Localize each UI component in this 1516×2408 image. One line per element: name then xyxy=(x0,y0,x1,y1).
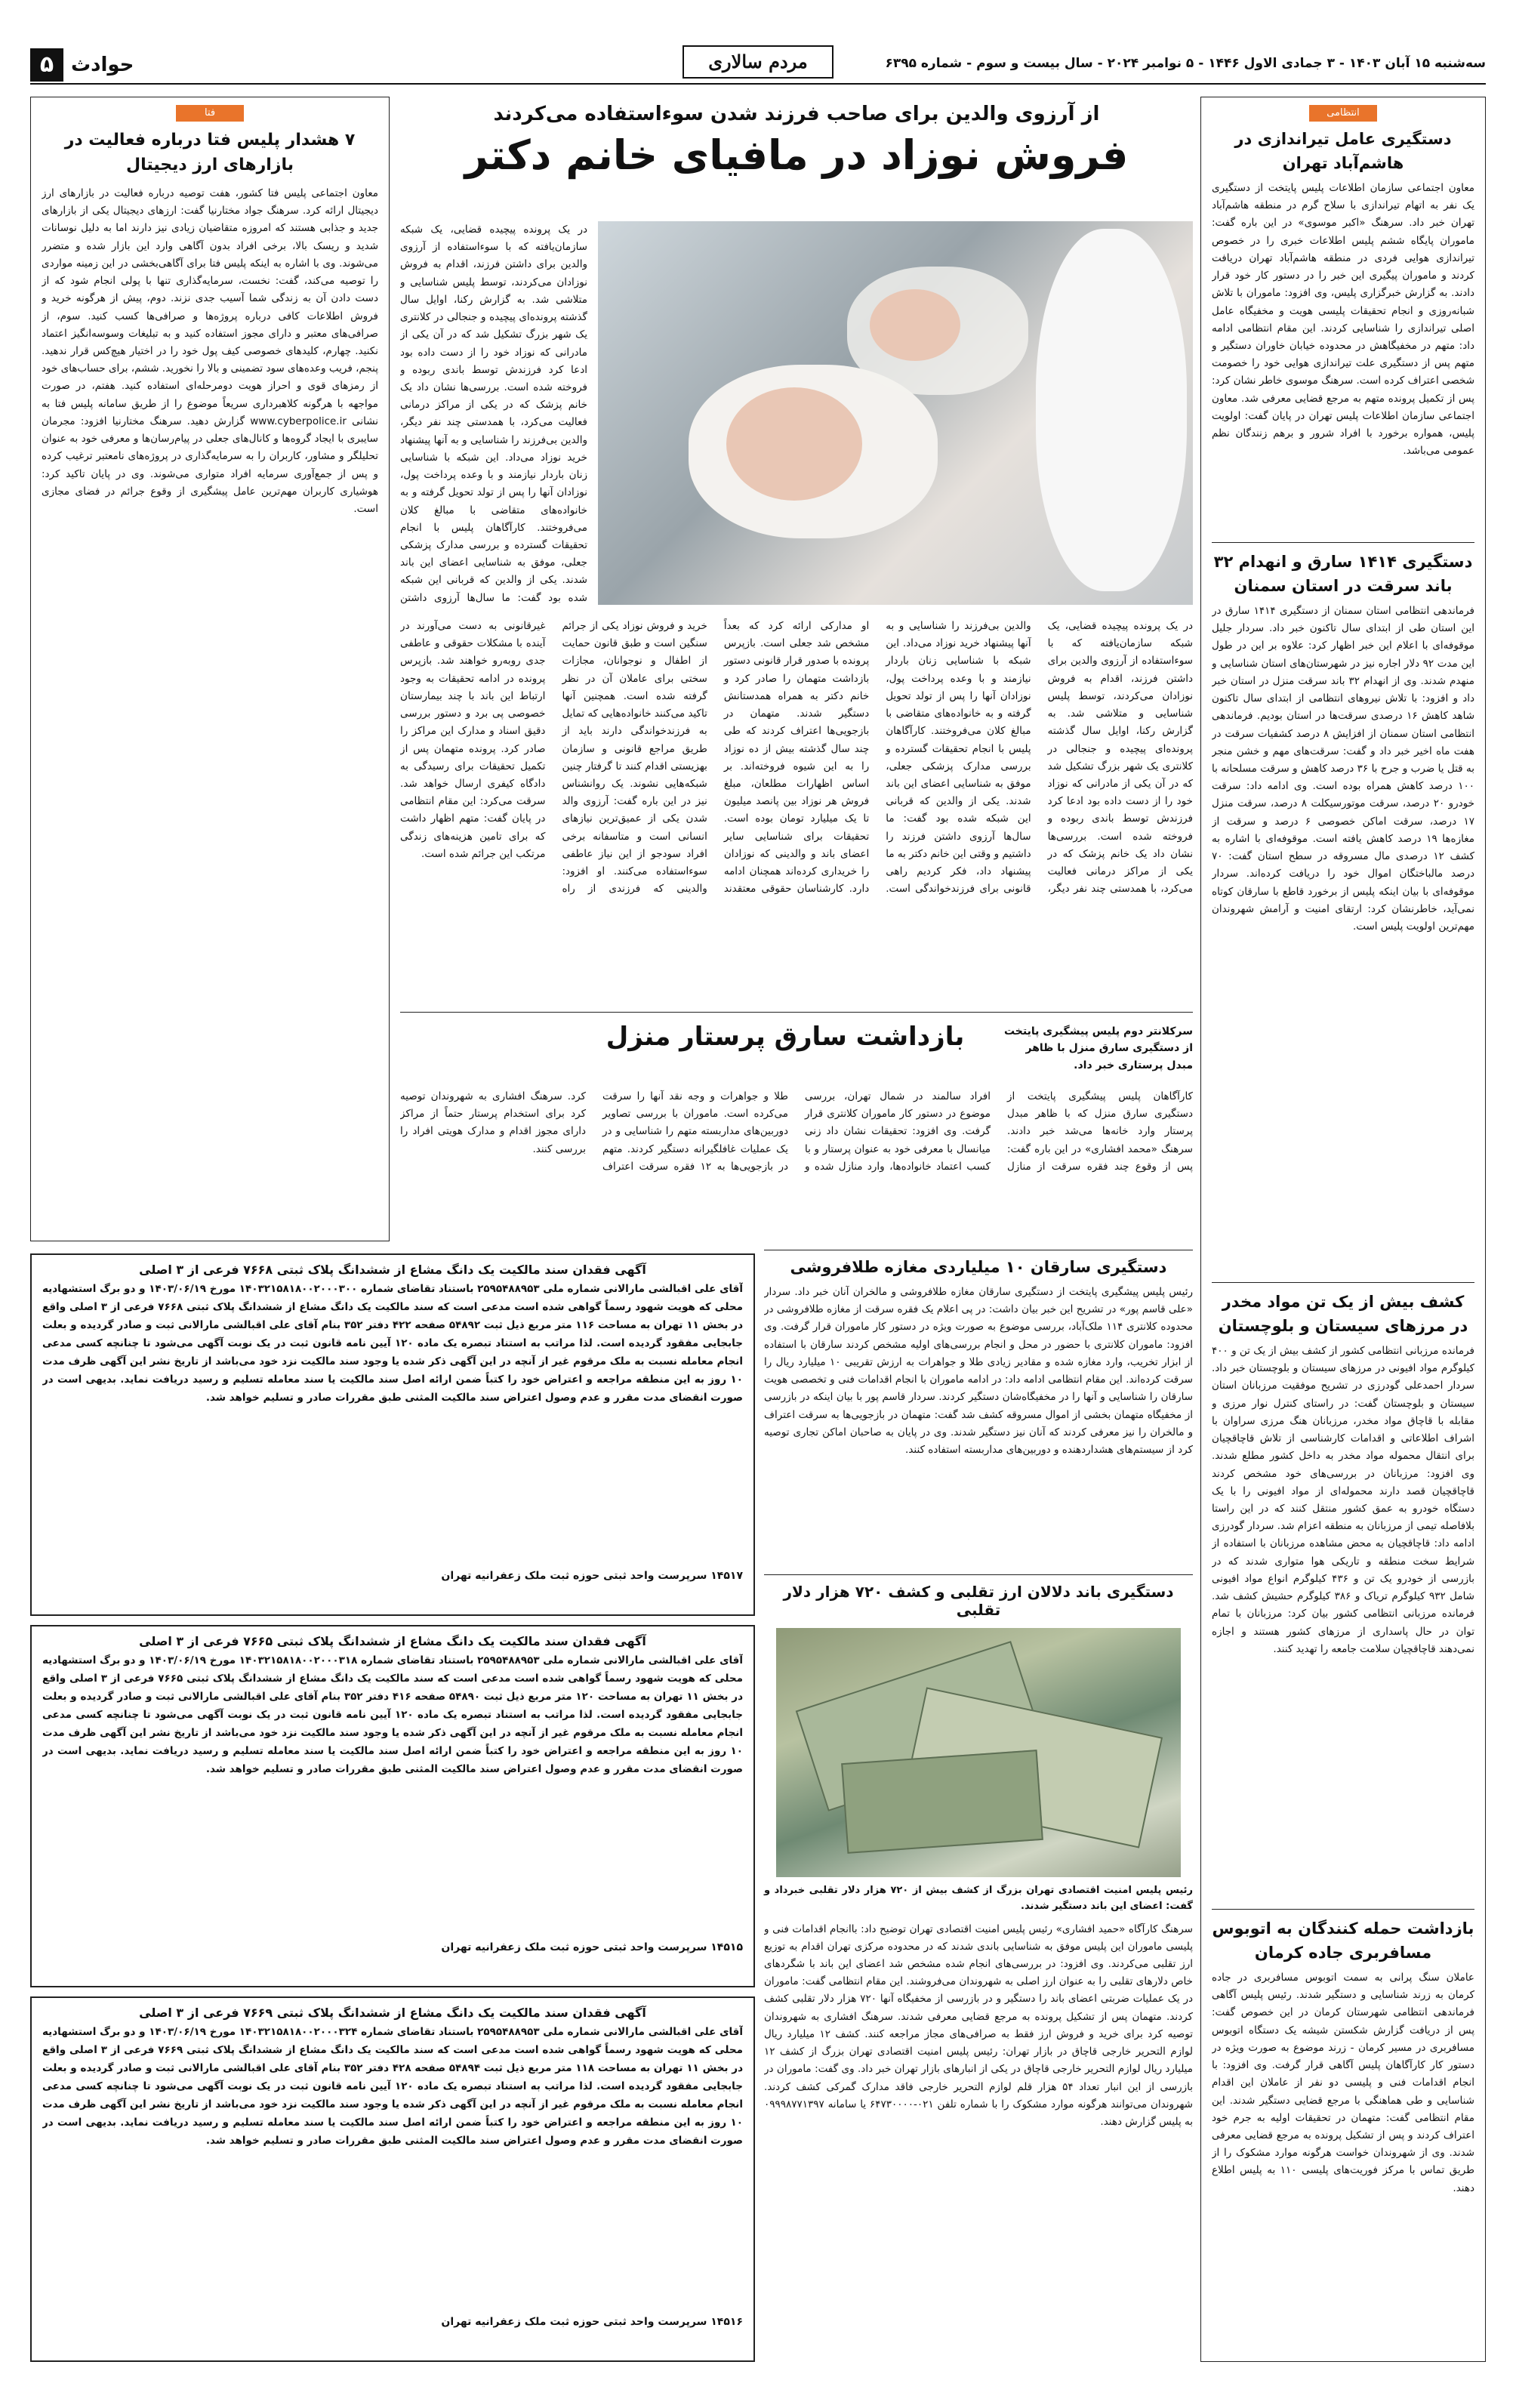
dollar-body: سرهنگ کارآگاه «حمید افشاری» رئیس پلیس امنیت اقتصادی تهران توضیح داد: باانجام اقدامات فنی و پلیسی ماموران این پلیس موفق به شناسایی باندی شدند که در محدوده مرکزی تهران اقدام به توزیع ارز تقلبی می‌کردند. وی افزود: در بررسی‌های انجام شده مشخص شد اعضای این باند با شگردهای خاص دلارهای تقلبی را به عنوان ارز اصلی به شهروندان می‌فروشند. این مقام انتظامی گفت: ماموران در یک عملیات ضربتی اعضای باند را دستگیر و در بازرسی از مخفیگاه آنها ۷۲۰ هزار دلار تقلبی کشف کردند. متهمان پس از تشکیل پرونده به مرجع قضایی معرفی شدند. سرهنگ افشاری به شهروندان توصیه کرد برای خرید و فروش ارز فقط به صرافی‌های مجاز مراجعه کنند. کشف ۱۲ میلیارد ریال لوازم التحریر خارجی قاچاق در بازار تهران: رئیس پلیس امنیت اقتصادی تهران بزرگ از کشف ۱۲ میلیارد ریال لوازم التحریر خارجی قاچاق در یکی از انبارهای بازار تهران خبر داد. وی گفت: ماموران در بازرسی از این انبار تعداد ۵۴ هزار قلم لوازم التحریر خارجی فاقد مدارک گمرکی کشف کردند. شهروندان می‌توانند هرگونه موارد مشکوک را با شماره تلفن ۰۲۱-۶۴۷۳۰۰۰۰ یا سامانه ۰۹۹۹۸۷۷۱۳۹۷ به پلیس گزارش دهند. xyxy=(764,1922,1193,2128)
main-story xyxy=(400,97,1193,1007)
main-body: در یک پرونده پیچیده قضایی، یک شبکه سازمان‌یافته که با سوءاستفاده از آرزوی والدین برای داشتن فرزند، اقدام به فروش نوزادان می‌کردند، توسط پلیس شناسایی و متلاشی شد. به گزارش رکنا، اوایل سال گذشته پرونده‌ای پیچیده و جنجالی در کلانتری یک شهر بزرگ تشکیل شد که در آن یکی از مادرانی که نوزاد خود را از دست داده بود ادعا کرد فرزندش توسط باندی ربوده و فروخته شده است. بررسی‌ها نشان داد یک خانم پزشک که در یکی از مراکز درمانی فعالیت می‌کرد، با همدستی چند نفر دیگر، والدین بی‌فرزند را شناسایی و به آنها پیشنهاد خرید نوزاد می‌داد. این شبکه با شناسایی زنان باردار نیازمند و با وعده پرداخت پول، نوزادان آنها را پس از تولد تحویل گرفته و به خانواده‌های متقاضی با مبالغ کلان می‌فروختند. کارآگاهان پلیس با انجام تحقیقات گسترده و بررسی مدارک پزشکی جعلی، موفق به شناسایی اعضای این باند شدند. یکی از والدین که قربانی این شبکه شده بود گفت: ما سال‌ها آرزوی داشتن فرزند را داشتیم و وقتی این خانم دکتر به ما پیشنهاد داد، فکر کردیم راهی قانونی برای فرزندخواندگی است. او مدارکی ارائه کرد که بعداً مشخص شد جعلی است. بازپرس پرونده با صدور قرار قانونی دستور بازداشت متهمان را صادر کرد و خانم دکتر به همراه همدستانش دستگیر شدند. متهمان در بازجویی‌ها اعتراف کردند که طی چند سال گذشته بیش از ده نوزاد را به این شیوه فروخته‌اند. بر اساس اظهارات مطلعان، مبلغ فروش هر نوزاد بین پانصد میلیون تا یک میلیارد تومان بوده است. تحقیقات برای شناسایی سایر اعضای باند و والدینی که نوزادان را خریداری کرده‌اند همچنان ادامه دارد. کارشناسان حقوقی معتقدند خرید و فروش نوزاد یکی از جرائم سنگین است و طبق قانون حمایت از اطفال و نوجوانان، مجازات سختی برای عاملان آن در نظر گرفته شده است. همچنین آنها تاکید می‌کنند خانواده‌هایی که تمایل به فرزندخواندگی دارند باید از طریق مراجع قانونی و سازمان بهزیستی اقدام کنند تا گرفتار چنین شبکه‌هایی نشوند. یک روانشناس نیز در این باره گفت: آرزوی والد شدن یکی از عمیق‌ترین نیازهای انسانی است و متاسفانه برخی افراد سودجو از این نیاز عاطفی سوءاستفاده می‌کنند. او افزود: والدینی که فرزندی از راه غیرقانونی به دست می‌آورند در آینده با مشکلات حقوقی و عاطفی جدی روبه‌رو خواهند شد. بازپرس پرونده در ادامه تحقیقات به وجود ارتباط این باند با چند بیمارستان خصوصی پی برد و دستور بررسی دقیق اسناد و مدارک این مراکز را صادر کرد. پرونده متهمان پس از تکمیل تحقیقات برای رسیدگی به دادگاه کیفری ارسال خواهد شد. سرقت می‌کرد: این مقام انتظامی در پایان گفت: متهم اظهار داشت که برای تامین هزینه‌های زندگی مرتکب این جرائم شده است. xyxy=(400,620,1193,896)
notice-footer: ۱۴۵۱۵ سرپرست واحد ثبتی حوزه ثبت ملک زعفرانیه تهران xyxy=(441,1941,743,1953)
issue-info: سه‌شنبه ۱۵ آبان ۱۴۰۳ - ۳ جمادی الاول ۱۴۴۶ - ۵ نوامبر ۲۰۲۴ - سال بیست و سوم - شماره ۶۳۹۵ xyxy=(885,56,1486,71)
counterfeit-dollars-photo xyxy=(776,1628,1181,1877)
notice-title: آگهی فقدان سند مالکیت یک دانگ مشاع از ششدانگ پلاک ثبتی ۷۶۶۵ فرعی از ۳ اصلی xyxy=(139,1634,646,1648)
kicker: از آرزوی والدین برای صاحب فرزند شدن سوءاستفاده می‌کردند xyxy=(493,103,1100,125)
article-title: دستگیری عامل تیراندازی در هاشم‌آباد تهران xyxy=(1234,130,1452,172)
dollar-title: دستگیری باند دلالان ارز تقلبی و کشف ۷۲۰ هزار دلار تقلبی xyxy=(783,1583,1174,1619)
newborn-photo xyxy=(598,221,1193,605)
headline: فروش نوزاد در مافیای خانم دکتر xyxy=(464,131,1129,179)
page-number: ۵ xyxy=(30,48,63,82)
article-body: عاملان سنگ پرانی به سمت اتوبوس مسافربری در جاده کرمان به زرند شناسایی و دستگیر شدند. رئیس پلیس آگاهی فرماندهی انتظامی شهرستان کرمان در این خصوص گفت: پس از دریافت گزارش شکستن شیشه یک دستگاه اتوبوس مسافربری در مسیر کرمان - زرند موضوع به صورت ویژه در دستور کار کارآگاهان پلیس آگاهی قرار گرفت. وی افزود: با انجام اقدامات فنی و پلیسی دو نفر از عاملان این اقدام شناسایی و طی هماهنگی با مرجع قضایی دستگیر شدند. این مقام انتظامی گفت: متهمان در تحقیقات اولیه به جرم خود اعتراف کردند و پس از تشکیل پرونده به مرجع قضایی معرفی شدند. وی از شهروندان خواست هرگونه موارد مشکوک را از طریق تماس با مرکز فوریت‌های پلیسی ۱۱۰ به پلیس اطلاع دهند. xyxy=(1212,1972,1474,2194)
notice-body: آقای علی اقبالشی مارالانی شماره ملی ۲۵۹۵۴۸۸۹۵۳ باستناد تقاضای شماره ۱۴۰۳۲۱۵۸۱۸۰۰۲۰۰۰۳۲۴ مورخ ۱۴۰۳/۰۶/۱۹ و دو برگ استشهادیه محلی که هویت شهود رسماً گواهی شده است مدعی است که سند مالکیت یک دانگ مشاع از ششدانگ پلاک ثبتی ۷۶۶۹ فرعی از ۳ اصلی واقع در بخش ۱۱ تهران به مساحت ۱۱۸ متر مربع ذیل ثبت ۵۴۸۹۴ صفحه ۴۲۸ دفتر ۳۵۲ بنام آقای علی اقبالشی مارالانی ثبت و صادر گردیده و بعلت جابجایی مفقود گردیده است. لذا مراتب به استناد تبصره یک ماده ۱۲۰ آیین نامه قانون ثبت در یک نوبت آگهی می‌شود تا چنانچه کسی مدعی انجام معامله نسبت به ملک مرقوم غیر از آنچه در این آگهی ذکر شده یا وجود سند مالکیت نزد خود می‌باشد از تاریخ نشر این آگهی ظرف مدت ۱۰ روز به این منطقه مراجعه و اعتراض خود را کتباً ضمن ارائه اصل سند مالکیت یا سند معامله تسلیم و رسید دریافت نماید. بدیهی است در صورت انقضای مدت مقرر و عدم وصول اعتراض سند مالکیت المثنی طبق مقررات صادر و تسلیم خواهد شد. xyxy=(42,2026,743,2147)
notice-footer: ۱۴۵۱۷ سرپرست واحد ثبتی حوزه ثبت ملک زعفرانیه تهران xyxy=(441,1570,743,1582)
notice-title: آگهی فقدان سند مالکیت یک دانگ مشاع از ششدانگ پلاک ثبتی ۷۶۶۹ فرعی از ۳ اصلی xyxy=(139,2006,646,2020)
section-tag: فتا xyxy=(176,105,244,122)
article-title: بازداشت حمله کنندگان به اتوبوس مسافربری جاده کرمان xyxy=(1212,1919,1474,1962)
notice-footer: ۱۴۵۱۶ سرپرست واحد ثبتی حوزه ثبت ملک زعفرانیه تهران xyxy=(441,2316,743,2328)
legal-notice xyxy=(30,1625,755,1987)
right-column xyxy=(1200,97,1486,2362)
dollar-story xyxy=(764,1574,1193,2363)
burglar-story xyxy=(400,1012,1193,1238)
notice-body: آقای علی اقبالشی مارالانی شماره ملی ۲۵۹۵۴۸۸۹۵۳ باستناد تقاضای شماره ۱۴۰۳۲۱۵۸۱۸۰۰۲۰۰۰۳۱۸ مورخ ۱۴۰۳/۰۶/۱۹ و دو برگ استشهادیه محلی که هویت شهود رسماً گواهی شده است مدعی است که سند مالکیت یک دانگ مشاع از ششدانگ پلاک ثبتی ۷۶۶۵ فرعی از ۳ اصلی واقع در بخش ۱۱ تهران به مساحت ۱۲۰ متر مربع ذیل ثبت ۵۴۸۹۰ صفحه ۴۱۶ دفتر ۳۵۲ بنام آقای علی اقبالشی مارالانی ثبت و صادر گردیده و بعلت جابجایی مفقود گردیده است. لذا مراتب به استناد تبصره یک ماده ۱۲۰ آیین نامه قانون ثبت در یک نوبت آگهی می‌شود تا چنانچه کسی مدعی انجام معامله نسبت به ملک مرقوم غیر از آنچه در این آگهی ذکر شده یا وجود سند مالکیت نزد خود می‌باشد از تاریخ نشر این آگهی ظرف مدت ۱۰ روز به این منطقه مراجعه و اعتراض خود را کتباً ضمن ارائه اصل سند مالکیت یا سند معامله تسلیم و رسید دریافت نماید. بدیهی است در صورت انقضای مدت مقرر و عدم وصول اعتراض سند مالکیت المثنی طبق مقررات صادر و تسلیم خواهد شد. xyxy=(42,1654,743,1776)
legal-notice xyxy=(30,1253,755,1616)
burglar-kicker: سرکلانتر دوم پلیس پیشگیری پایتخت از دستگیری سارق منزل با ظاهر مبدل پرستاری خبر داد. xyxy=(1003,1025,1193,1071)
masthead xyxy=(30,39,1486,85)
section-tag: انتظامی xyxy=(1309,105,1377,122)
gold-body: رئیس پلیس پیشگیری پایتخت از دستگیری سارقان مغازه طلافروشی و مالخران آنان خبر داد. سردار «علی قاسم پور» در تشریح این خبر بیان داشت: در پی اعلام یک فقره سرقت از مغازه طلافروشی در محدوده کلانتری ۱۱۴ ملک‌آباد، بررسی موضوع به صورت ویژه در دستور کار ماموران قرار گرفت. وی افزود: ماموران کلانتری با حضور در محل و انجام بررسی‌های اولیه مشخص کردند سارقان با استفاده از ابزار تخریب، وارد مغازه شده و مقادیر زیادی طلا و جواهرات به ارزش تقریبی ۱۰ میلیارد ریال را سرقت کرده‌اند. این مقام انتظامی ادامه داد: در ادامه ماموران با انجام اقدامات فنی و تخصصی هویت سارقان را شناسایی و آنها را در مخفیگاه‌شان دستگیر کردند. سردار قاسم پور با بیان اینکه در بازرسی از مخفیگاه متهمان بخشی از اموال مسروقه کشف شد گفت: متهمان در بازجویی‌ها به سرقت اعتراف و مالخران را نیز معرفی کردند که آنان نیز دستگیر شدند. وی در پایان به صاحبان اماکن تجاری توصیه کرد از سیستم‌های هشداردهنده و دوربین‌های مداربسته استفاده کنند. xyxy=(764,1286,1193,1456)
left-column xyxy=(30,97,390,1241)
section-name: حوادث xyxy=(71,54,134,76)
main-body-extra: در یک پرونده پیچیده قضایی، یک شبکه سازمان‌یافته که با سوءاستفاده از آرزوی والدین برای داشتن فرزند، اقدام به فروش نوزادان می‌کردند، توسط پلیس شناسایی و متلاشی شد. به گزارش رکنا، اوایل سال گذشته پرونده‌ای پیچیده و جنجالی در کلانتری یک شهر بزرگ تشکیل شد که در آن یکی از مادرانی که نوزاد خود را از دست داده بود ادعا کرد فرزندش توسط باندی ربوده و فروخته شده است. بررسی‌ها نشان داد یک خانم پزشک که در یکی از مراکز درمانی فعالیت می‌کرد، با همدستی چند نفر دیگر، والدین بی‌فرزند را شناسایی و به آنها پیشنهاد خرید نوزاد می‌داد. این شبکه با شناسایی زنان باردار نیازمند و با وعده پرداخت پول، نوزادان آنها را پس از تولد تحویل گرفته و به خانواده‌های متقاضی با مبالغ کلان می‌فروختند. کارآگاهان پلیس با انجام تحقیقات گسترده و بررسی مدارک پزشکی جعلی، موفق به شناسایی اعضای این باند شدند. یکی از والدین که قربانی این شبکه شده بود گفت: ما سال‌ها آرزوی داشتن xyxy=(400,224,587,604)
newspaper-logo: مردم سالاری xyxy=(683,45,833,79)
legal-notice xyxy=(30,1996,755,2362)
section-label xyxy=(30,48,134,82)
notice-body: آقای علی اقبالشی مارالانی شماره ملی ۲۵۹۵۴۸۸۹۵۳ باستناد تقاضای شماره ۱۴۰۳۲۱۵۸۱۸۰۰۲۰۰۰۳۰۰ مورخ ۱۴۰۳/۰۶/۱۹ و دو برگ استشهادیه محلی که هویت شهود رسماً گواهی شده است مدعی است که سند مالکیت یک دانگ مشاع از ششدانگ پلاک ثبتی ۷۶۶۸ فرعی از ۳ اصلی واقع در بخش ۱۱ تهران به مساحت ۱۱۶ متر مربع ذیل ثبت ۵۴۸۹۲ صفحه ۴۲۲ دفتر ۳۵۲ بنام آقای علی اقبالشی مارالانی ثبت و صادر گردیده و بعلت جابجایی مفقود گردیده است. لذا مراتب به استناد تبصره یک ماده ۱۲۰ آیین نامه قانون ثبت در یک نوبت آگهی می‌شود تا چنانچه کسی مدعی انجام معامله نسبت به ملک مرقوم غیر از آنچه در این آگهی ذکر شده یا وجود سند مالکیت نزد خود می‌باشد از تاریخ نشر این آگهی ظرف مدت ۱۰ روز به این منطقه مراجعه و اعتراض خود را کتباً ضمن ارائه اصل سند مالکیت یا سند معامله تسلیم و رسید دریافت نماید. بدیهی است در صورت انقضای مدت مقرر و عدم وصول اعتراض سند مالکیت المثنی طبق مقررات صادر و تسلیم خواهد شد. xyxy=(42,1283,743,1404)
gold-story xyxy=(764,1250,1193,1567)
article-body: فرمانده مرزبانی انتظامی کشور از کشف بیش از یک تن و ۴۰۰ کیلوگرم مواد افیونی در مرزهای سیستان و بلوچستان خبر داد. سردار احمدعلی گودرزی در تشریح موفقیت مرزبانان استان سیستان و بلوچستان گفت: در راستای کنترل نوار مرزی و مقابله با قاچاق مواد مخدر، مرزبانان هنگ مرزی سراوان با اشراف اطلاعاتی و اقدامات کارشناسی از تلاش قاچاقچیان برای انتقال محموله مواد مخدر به داخل کشور مطلع شدند. وی افزود: مرزبانان در بررسی‌های خود مشخص کردند قاچاقچیان قصد دارند محموله‌ای از مواد افیونی را با یک دستگاه خودرو به عمق کشور منتقل کنند که در این راستا بلافاصله تیمی از مرزبانان به منطقه اعزام شد. سردار گودرزی ادامه داد: قاچاقچیان به محض مشاهده مرزبانان با استفاده از شرایط سخت منطقه و تاریکی هوا متواری شدند که در بازرسی از خودرو یک تن و ۴۳۶ کیلوگرم انواع مواد افیونی شامل ۹۳۲ کیلوگرم تریاک و ۳۸۶ کیلوگرم حشیش کشف شد. فرمانده مرزبانی انتظامی کشور بیان کرد: مرزبانان با تمام توان در حال پاسداری از مرزهای کشور هستند و اجازه نمی‌دهند قاچاقچیان سلامت جامعه را تهدید کنند. xyxy=(1212,1345,1474,1655)
photo-caption: رئیس پلیس امنیت اقتصادی تهران بزرگ از کشف بیش از ۷۲۰ هزار دلار تقلبی خبرداد و گفت: اعضای این باند دستگیر شدند. xyxy=(764,1885,1193,1912)
article-body: معاون اجتماعی سازمان اطلاعات پلیس پایتخت از دستگیری یک نفر به اتهام تیراندازی با سلاح گرم در منطقه هاشم‌آباد تهران خبر داد. سرهنگ «اکبر موسوی» در این باره گفت: ماموران پایگاه ششم پلیس اطلاعات خبری را در خصوص تیراندازی هوایی فردی در منطقه هاشم‌آباد تهران دریافت کردند و ماموران پیگیری این خبر را در دستور کار خود قرار دادند. به گزارش خبرگزاری پلیس، وی افزود: ماموران با تلاش شبانه‌روزی و انجام تحقیقات پلیسی هویت و مخفیگاه عامل اصلی تیراندازی را شناسایی کردند. این مقام انتظامی ادامه داد: متهم در مخفیگاهش در محدوده خیابان خاوران دستگیر و متهم پس از دستگیری علت تیراندازی هوایی خود را خصومت شخصی اعتراف کرده است. سرهنگ موسوی خاطر نشان کرد: پس از تکمیل پرونده متهم به مرجع قضایی معرفی شد. معاون اجتماعی سازمان اطلاعات پلیس تهران در پایان گفت: اولویت پلیس، همواره برخورد با افراد شرور و برهم زنندگان نظم عمومی می‌باشد. xyxy=(1212,182,1474,458)
article-title: دستگیری ۱۴۱۴ سارق و انهدام ۳۲ باند سرقت در استان سمنان xyxy=(1213,553,1473,595)
article-title: ۷ هشدار پلیس فتا درباره فعالیت در بازارهای ارز دیجیتال xyxy=(64,131,356,174)
article-body: معاون اجتماعی پلیس فتا کشور، هفت توصیه درباره فعالیت در بازارهای ارز دیجیتال ارائه کرد. سرهنگ جواد مختارنیا گفت: ارزهای دیجیتال یکی از بازارهای جدید و جذابی هستند که امروزه متقاضیان زیادی نیز دارند اما به دلیل نوسانات شدید و ریسک بالا، برخی افراد بدون آگاهی وارد این بازار شده و متضرر می‌شوند. وی با اشاره به اینکه پلیس فتا برای آگاهی‌بخشی در این زمینه مواردی را توصیه می‌کند، گفت: نخست، سرمایه‌گذاری تنها با پولی انجام شود که از دست دادن آن به زندگی شما آسیب جدی نزند. دوم، پیش از هرگونه خرید و فروش اطلاعات کافی درباره پروژه‌ها و صرافی‌ها کسب کنید. سوم، از صرافی‌های معتبر و دارای مجوز استفاده کنید و به تبلیغات وسوسه‌انگیز اعتماد نکنید. چهارم، کلیدهای خصوصی کیف پول خود را در اختیار هیچ‌کس قرار ندهید. پنجم، فریب وعده‌های سود تضمینی و بالا را نخورید. ششم، برای حساب‌های خود از رمزهای قوی و احراز هویت دومرحله‌ای استفاده کنید. هفتم، در صورت مواجهه با هرگونه کلاهبرداری سریعاً موضوع را از طریق سامانه پلیس فتا به نشانی www.cyberpolice.ir گزارش دهید. سرهنگ مختارنیا افزود: مجرمان سایبری با ایجاد گروه‌ها و کانال‌های جعلی در پیام‌رسان‌ها و معرفی خود به عنوان تحلیلگر و مشاور، کاربران را به سرمایه‌گذاری در پروژه‌های نامعتبر ترغیب کرده و پس از جمع‌آوری سرمایه افراد متواری می‌شوند. وی در پایان تاکید کرد: هوشیاری کاربران مهم‌ترین عامل پیشگیری از وقوع جرائم در فضای مجازی است. xyxy=(42,187,378,515)
burglar-body: کارآگاهان پلیس پیشگیری پایتخت از دستگیری سارق منزل که با ظاهر مبدل پرستار وارد خانه‌ها می‌شد خبر دادند. سرهنگ «محمد افشاری» در این باره گفت: پس از وقوع چند فقره سرقت از منازل افراد سالمند در شمال تهران، بررسی موضوع در دستور کار ماموران کلانتری قرار گرفت. وی افزود: تحقیقات نشان داد زنی میانسال با معرفی خود به عنوان پرستار و با کسب اعتماد خانواده‌ها، وارد منازل شده و طلا و جواهرات و وجه نقد آنها را سرقت می‌کرده است. ماموران با بررسی تصاویر دوربین‌های مداربسته متهم را شناسایی و در یک عملیات غافلگیرانه دستگیر کردند. متهم در بازجویی‌ها به ۱۲ فقره سرقت اعتراف کرد. سرهنگ افشاری به شهروندان توصیه کرد برای استخدام پرستار حتماً از مراکز دارای مجوز اقدام و مدارک هویتی افراد را بررسی کنند. xyxy=(400,1090,1193,1173)
article-title: کشف بیش از یک تن مواد مخدر در مرزهای سیستان و بلوچستان xyxy=(1218,1293,1468,1335)
gold-title: دستگیری سارقان ۱۰ میلیاردی مغازه طلافروشی xyxy=(790,1258,1167,1276)
ads-column xyxy=(30,1253,755,2363)
notice-title: آگهی فقدان سند مالکیت یک دانگ مشاع از ششدانگ پلاک ثبتی ۷۶۶۸ فرعی از ۳ اصلی xyxy=(139,1263,646,1277)
article-body: فرماندهی انتظامی استان سمنان از دستگیری ۱۴۱۴ سارق در این استان طی از ابتدای سال تاکنون خبر داد. سردار جلیل موقوفه‌ای با اعلام این خبر اظهار کرد: علاوه بر این در طول این مدت ۹۲ دلار اجاره نیز در شهرستان‌های استان شناسایی و منهدم شدند. وی از انهدام ۳۲ باند سرقت منزل در استان خبر داد و افزود: با تلاش نیروهای انتظامی از ابتدای سال تاکنون شاهد کاهش ۱۶ درصدی سرقت‌ها در استان بودیم. فرماندهی انتظامی استان سمنان از افزایش ۸ درصد کشفیات سرقت در هفت ماه اخیر خبر داد و گفت: سرقت‌های مهم و خشن منجر به قتل یا ضرب و جرح با ۳۶ درصد کاهش و سرقت مسلحانه با ۱۰۰ درصد کاهش همراه بوده است. وی ادامه داد: سرقت خودرو ۲۰ درصد، سرقت موتورسیکلت ۸ درصد، سرقت منزل ۱۷ درصد، سرقت اماکن خصوصی ۶ درصد و سرقت از مغازه‌ها ۱۹ درصد کاهش یافته است. موقوفه‌ای با اشاره به کشف ۱۲ درصدی مال مسروقه در سطح استان گفت: ۷۰ درصد مالباختگان اموال خود را دریافت کرده‌اند. سردار موقوفه‌ای با بیان اینکه پلیس از برخورد قاطع با سارقان کوتاه نمی‌آید، خاطرنشان کرد: ارتقای امنیت و آرامش شهروندان مهم‌ترین اولویت پلیس است. xyxy=(1212,605,1474,933)
burglar-title: بازداشت سارق پرستار منزل xyxy=(605,1022,965,1052)
